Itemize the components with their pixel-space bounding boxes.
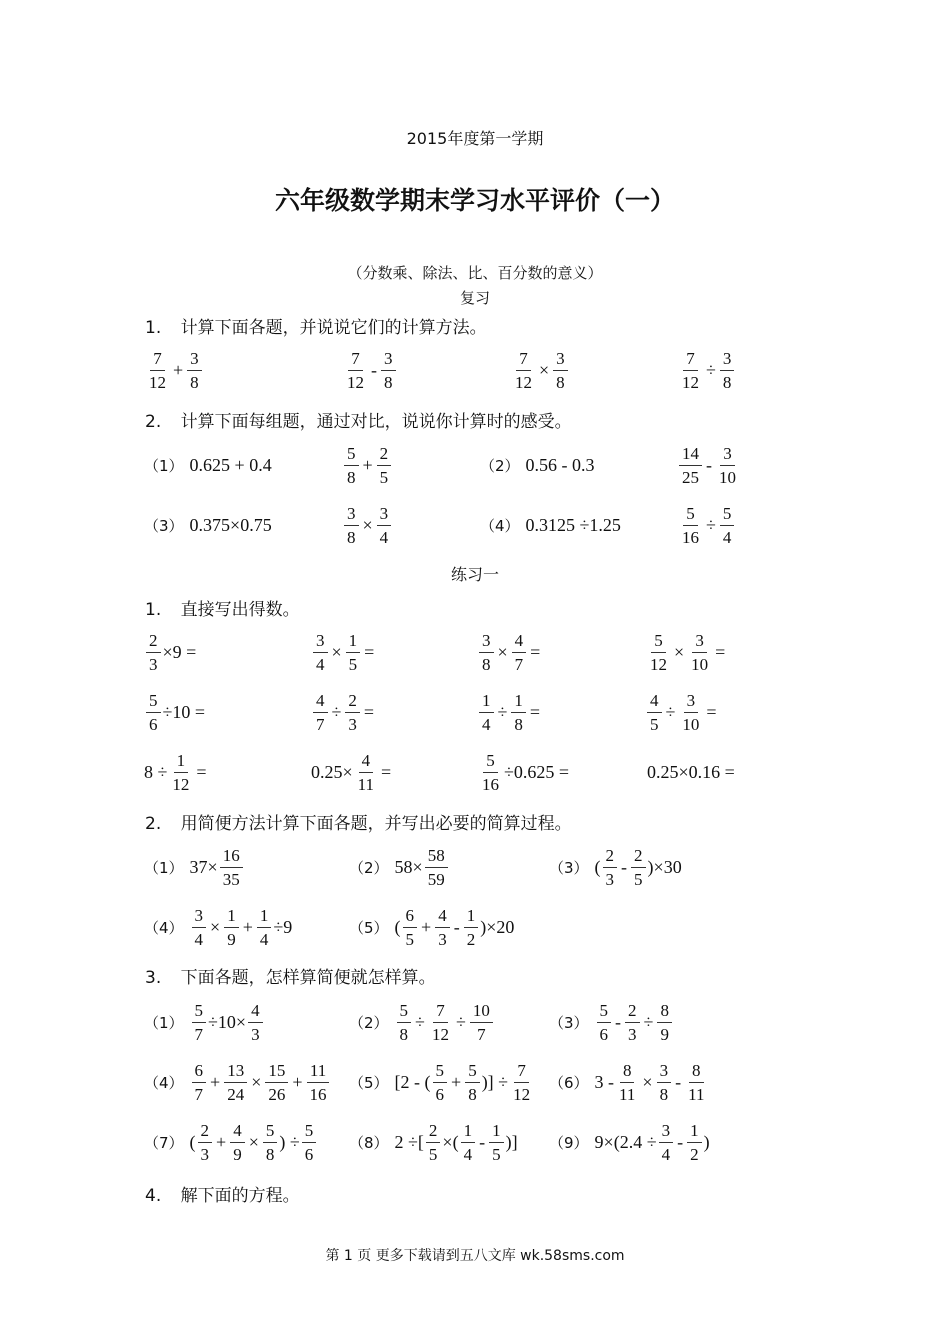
question-number: 2.	[145, 412, 162, 432]
practice-q1-r3-d: 0.25×0.16 =	[647, 761, 735, 782]
question-text: 计算下面各题，并说说它们的计算方法。	[180, 318, 487, 338]
practice-q1-r2-b: $\frac{4}{7}$ ÷ $\frac{2}{3}$ =	[311, 690, 376, 734]
review-q1-heading	[145, 313, 487, 338]
fraction: $\frac{3}{4}$	[313, 632, 328, 673]
practice-q4-heading	[145, 1181, 300, 1206]
fraction: $\frac{7}{12}$	[431, 1000, 449, 1044]
practice-q3-p3: （3） $\frac{5}{6}$ - $\frac{2}{3}$ ÷ $\frac{8}{9}$	[549, 1000, 674, 1044]
review-q2-heading	[145, 407, 572, 432]
fraction: $\frac{3}{8}$	[187, 350, 202, 391]
fraction: $\frac{3}{8}$	[381, 350, 396, 391]
section-practice: 练习一	[450, 565, 499, 584]
practice-q1-heading	[145, 595, 300, 620]
review-q1-item-3: $\frac{7}{12}$ × $\frac{3}{8}$	[510, 348, 570, 392]
practice-q3-p4: （4） $\frac{6}{7}$ + $\frac{13}{24}$ × $\frac{15}{26}$ + $\frac{11}{16}$	[144, 1060, 332, 1104]
practice-q1-r2-a: $\frac{5}{6}$ ÷10 =	[144, 690, 205, 734]
question-number: 2.	[145, 814, 162, 834]
review-q2-group-4-expr: （4） 0.3125 ÷1.25	[480, 514, 621, 535]
fraction: $\frac{15}{26}$	[265, 1062, 288, 1103]
practice-q3-p8: （8） 2 ÷[ $\frac{2}{5}$ ×( $\frac{1}{4}$ - $\frac{1}{5}$ )]	[349, 1120, 518, 1164]
fraction: $\frac{3}{8}$	[344, 505, 359, 546]
fraction: $\frac{3}{8}$	[553, 350, 568, 391]
practice-q3-p2: （2） $\frac{5}{8}$ ÷ $\frac{7}{12}$ ÷ $\frac{10}{7}$	[349, 1000, 495, 1044]
term-heading: 2015年度第一学期	[406, 129, 544, 148]
fraction: $\frac{5}{6}$	[302, 1122, 317, 1163]
fraction: $\frac{3}{8}$	[479, 632, 494, 673]
fraction: $\frac{7}{12}$	[513, 1060, 531, 1104]
practice-q1-r2-c: $\frac{1}{4}$ ÷ $\frac{1}{8}$ =	[477, 690, 542, 734]
practice-q3-p7: （7） ( $\frac{2}{3}$ + $\frac{4}{9}$ × $\frac{5}{8}$ ) ÷ $\frac{5}{6}$	[144, 1120, 318, 1164]
practice-q3-p1: （1） $\frac{5}{7}$ ÷10× $\frac{4}{3}$	[144, 1000, 265, 1044]
fraction: $\frac{58}{59}$	[425, 847, 448, 888]
fraction: $\frac{1}{4}$	[461, 1122, 476, 1163]
question-number: 3.	[145, 968, 162, 988]
practice-q3-p5: （5） [2 - ( $\frac{5}{6}$ + $\frac{5}{8}$ )] ÷ $\frac{7}{12}$	[349, 1060, 535, 1104]
review-q2-group-1-expr: （1） 0.625 + 0.4	[144, 454, 272, 475]
practice-q1-r1-d: $\frac{5}{12}$ × $\frac{3}{10}$ =	[645, 630, 727, 674]
fraction: $\frac{3}{10}$	[691, 630, 709, 674]
fraction: $\frac{8}{9}$	[657, 1002, 672, 1043]
practice-q1-r1-b: $\frac{3}{4}$ × $\frac{1}{5}$ =	[311, 630, 376, 674]
review-q1-item-4: $\frac{7}{12}$ ÷ $\frac{3}{8}$	[677, 348, 736, 392]
practice-q3-heading	[145, 963, 436, 988]
page-title: 六年级数学期末学习水平评价（一）	[274, 186, 675, 215]
fraction: $\frac{5}{6}$	[433, 1062, 448, 1103]
practice-q1-r2-d: $\frac{4}{5}$ ÷ $\frac{3}{10}$ =	[645, 690, 719, 734]
question-number: 1.	[145, 318, 162, 338]
fraction: $\frac{10}{7}$	[470, 1002, 493, 1043]
fraction: $\frac{5}{16}$	[682, 503, 699, 547]
fraction: $\frac{16}{35}$	[220, 847, 243, 888]
question-number: 1.	[145, 600, 162, 620]
practice-q3-p9: （9） 9×(2.4 ÷ $\frac{3}{4}$ - $\frac{1}{2}$ )	[549, 1120, 710, 1164]
subtitle: （分数乘、除法、比、百分数的意义）	[347, 264, 603, 282]
question-text: 直接写出得数。	[180, 600, 300, 620]
fraction: $\frac{4}{7}$	[313, 692, 328, 733]
practice-q3-p6: （6） 3 - $\frac{8}{11}$ × $\frac{3}{8}$ - $\frac{8}{11}$	[549, 1060, 709, 1104]
practice-q2-p3: （3） ( $\frac{2}{3}$ - $\frac{2}{5}$ )×30	[549, 845, 682, 889]
fraction: $\frac{5}{6}$	[146, 692, 161, 733]
practice-q1-r1-a: $\frac{2}{3}$ ×9 =	[144, 630, 196, 674]
question-text: 下面各题，怎样算简便就怎样算。	[180, 968, 436, 988]
question-text: 解下面的方程。	[180, 1186, 300, 1206]
fraction: $\frac{1}{8}$	[511, 692, 526, 733]
fraction: $\frac{6}{5}$	[403, 907, 418, 948]
review-q2-group-2-frac: $\frac{14}{25}$ - $\frac{3}{10}$	[677, 443, 741, 487]
fraction: $\frac{4}{7}$	[512, 632, 527, 673]
fraction: $\frac{1}{2}$	[687, 1122, 702, 1163]
fraction: $\frac{3}{8}$	[657, 1062, 672, 1103]
review-q2-group-2-expr: （2） 0.56 - 0.3	[480, 454, 595, 475]
page-footer: 第 1 页 更多下载请到五八文库 wk.58sms.com	[325, 1248, 625, 1264]
fraction: $\frac{3}{8}$	[720, 350, 735, 391]
fraction: $\frac{4}{11}$	[357, 750, 375, 794]
practice-q2-p1: （1） 37× $\frac{16}{35}$	[144, 845, 245, 889]
fraction: $\frac{5}{8}$	[465, 1062, 480, 1103]
review-q2-group-3-frac: $\frac{3}{8}$ × $\frac{3}{4}$	[342, 503, 393, 547]
fraction: $\frac{2}{5}$	[426, 1122, 441, 1163]
fraction: $\frac{3}{10}$	[682, 690, 700, 734]
fraction: $\frac{1}{2}$	[464, 907, 479, 948]
fraction: $\frac{4}{3}$	[435, 907, 450, 948]
fraction: $\frac{13}{24}$	[224, 1062, 247, 1103]
fraction: $\frac{2}{5}$	[377, 445, 392, 486]
review-q2-group-3-expr: （3） 0.375×0.75	[144, 514, 272, 535]
fraction: $\frac{3}{4}$	[377, 505, 392, 546]
fraction: $\frac{5}{4}$	[720, 505, 735, 546]
fraction: $\frac{2}{3}$	[345, 692, 360, 733]
fraction: $\frac{2}{3}$	[146, 632, 161, 673]
practice-q1-r3-a: 8 ÷ $\frac{1}{12}$ =	[144, 750, 207, 794]
fraction: $\frac{7}{12}$	[682, 348, 699, 392]
fraction: $\frac{8}{11}$	[619, 1060, 636, 1104]
fraction: $\frac{8}{11}$	[688, 1060, 705, 1104]
practice-q1-r3-b: 0.25× $\frac{4}{11}$ =	[311, 750, 392, 794]
review-q2-group-4-frac: $\frac{5}{16}$ ÷ $\frac{5}{4}$	[677, 503, 736, 547]
fraction: $\frac{5}{12}$	[650, 630, 667, 674]
practice-q2-p5: （5） ( $\frac{6}{5}$ + $\frac{4}{3}$ - $\frac{1}{2}$ )×20	[349, 905, 515, 949]
fraction: $\frac{2}{3}$	[198, 1122, 213, 1163]
section-review: 复习	[459, 289, 490, 307]
fraction: $\frac{2}{5}$	[631, 847, 646, 888]
fraction: $\frac{1}{9}$	[224, 907, 239, 948]
fraction: $\frac{7}{12}$	[149, 348, 166, 392]
fraction: $\frac{1}{4}$	[479, 692, 494, 733]
fraction: $\frac{2}{3}$	[625, 1002, 640, 1043]
fraction: $\frac{5}{8}$	[344, 445, 359, 486]
fraction: $\frac{2}{3}$	[603, 847, 618, 888]
fraction: $\frac{1}{4}$	[257, 907, 272, 948]
fraction: $\frac{3}{10}$	[719, 443, 736, 487]
practice-q1-r1-c: $\frac{3}{8}$ × $\frac{4}{7}$ =	[477, 630, 542, 674]
question-number: 4.	[145, 1186, 162, 1206]
review-q1-item-1: $\frac{7}{12}$ + $\frac{3}{8}$	[144, 348, 204, 392]
question-text: 用简便方法计算下面各题，并写出必要的简算过程。	[180, 814, 572, 834]
fraction: $\frac{5}{8}$	[397, 1002, 412, 1043]
fraction: $\frac{14}{25}$	[679, 445, 702, 486]
fraction: $\frac{3}{4}$	[659, 1122, 674, 1163]
fraction: $\frac{5}{8}$	[263, 1122, 278, 1163]
fraction: $\frac{5}{6}$	[597, 1002, 612, 1043]
practice-q2-heading	[145, 809, 572, 834]
review-q1-item-2: $\frac{7}{12}$ - $\frac{3}{8}$	[342, 348, 398, 392]
practice-q2-p2: （2） 58× $\frac{58}{59}$	[349, 845, 450, 889]
fraction: $\frac{5}{16}$	[482, 750, 499, 794]
fraction: $\frac{7}{12}$	[515, 348, 532, 392]
fraction: $\frac{3}{4}$	[192, 907, 207, 948]
practice-q2-p4: （4） $\frac{3}{4}$ × $\frac{1}{9}$ + $\frac{1}{4}$ ÷9	[144, 905, 293, 949]
fraction: $\frac{6}{7}$	[192, 1062, 207, 1103]
fraction: $\frac{4}{5}$	[647, 692, 662, 733]
practice-q1-r3-c: $\frac{5}{16}$ ÷0.625 =	[477, 750, 569, 794]
fraction: $\frac{7}{12}$	[347, 348, 364, 392]
question-text: 计算下面每组题，通过对比，说说你计算时的感受。	[180, 412, 572, 432]
fraction: $\frac{1}{5}$	[489, 1122, 504, 1163]
review-q2-group-1-frac: $\frac{5}{8}$ + $\frac{2}{5}$	[342, 443, 393, 487]
fraction: $\frac{4}{9}$	[230, 1122, 245, 1163]
fraction: $\frac{5}{7}$	[192, 1002, 207, 1043]
fraction: $\frac{1}{12}$	[172, 750, 190, 794]
fraction: $\frac{1}{5}$	[346, 632, 361, 673]
fraction: $\frac{11}{16}$	[307, 1062, 330, 1103]
fraction: $\frac{4}{3}$	[248, 1002, 263, 1043]
